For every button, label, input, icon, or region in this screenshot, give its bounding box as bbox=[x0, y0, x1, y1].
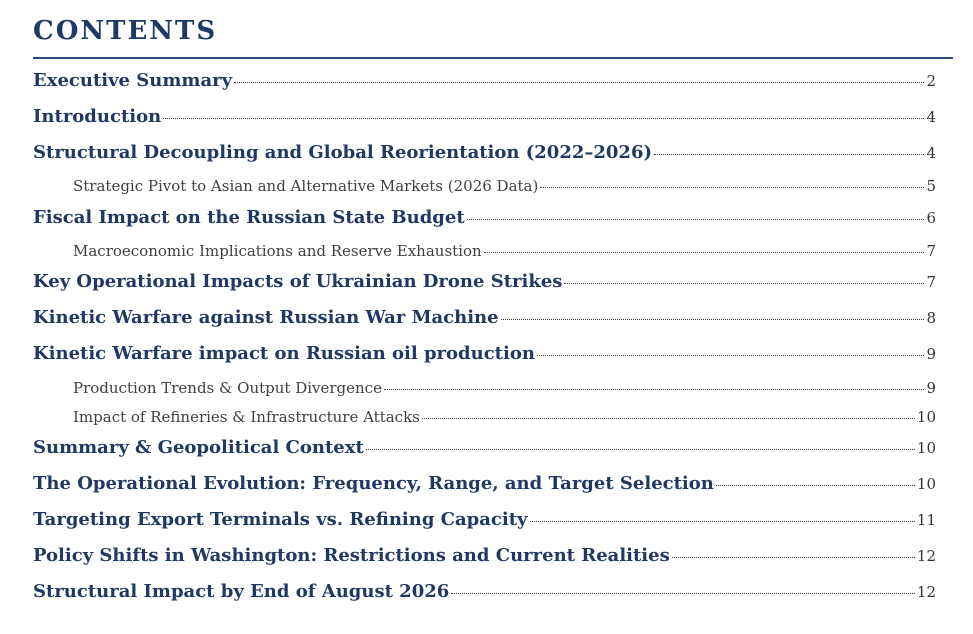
dot-leader bbox=[422, 417, 915, 419]
toc-entry[interactable] bbox=[33, 437, 936, 467]
toc-entry-page: 10 bbox=[916, 439, 936, 457]
toc-entry-page: 12 bbox=[916, 547, 936, 565]
dot-leader bbox=[234, 81, 924, 83]
toc-entry-title[interactable]: Key Operational Impacts of Ukrainian Drone Strikes bbox=[33, 271, 563, 292]
toc-entry[interactable] bbox=[33, 70, 936, 100]
dot-leader bbox=[451, 592, 915, 594]
dot-leader bbox=[530, 520, 915, 522]
toc-entry-title[interactable]: Fiscal Impact on the Russian State Budget bbox=[33, 207, 465, 228]
toc-entry[interactable] bbox=[33, 142, 936, 172]
toc-subentry-title[interactable]: Production Trends & Output Divergence bbox=[73, 379, 382, 397]
toc-entry-page: 11 bbox=[916, 511, 936, 529]
toc-entry-page: 6 bbox=[926, 209, 936, 227]
toc-entry[interactable] bbox=[33, 271, 936, 301]
toc-entry[interactable] bbox=[33, 307, 936, 337]
toc-subentry[interactable] bbox=[33, 242, 936, 272]
toc-entry-title[interactable]: Targeting Export Terminals vs. Refining Capacity bbox=[33, 509, 528, 530]
dot-leader bbox=[384, 388, 924, 390]
toc-entry[interactable] bbox=[33, 106, 936, 136]
dot-leader bbox=[163, 117, 924, 119]
toc-entry[interactable] bbox=[33, 545, 936, 575]
toc-entry[interactable] bbox=[33, 581, 936, 611]
toc-subentry[interactable] bbox=[33, 408, 936, 438]
dot-leader bbox=[537, 354, 924, 356]
toc-entry-page: 9 bbox=[926, 345, 936, 363]
toc-entry-title[interactable]: Structural Impact by End of August 2026 bbox=[33, 581, 450, 602]
dot-leader bbox=[467, 218, 924, 220]
toc-entry[interactable] bbox=[33, 473, 936, 503]
toc-subentry-page: 5 bbox=[926, 177, 936, 195]
toc-subentry-page: 10 bbox=[916, 408, 936, 426]
contents-heading: CONTENTS bbox=[33, 16, 218, 46]
toc-entry-page: 12 bbox=[916, 583, 936, 601]
toc-subentry[interactable] bbox=[33, 379, 936, 409]
toc-entry-title[interactable]: Kinetic Warfare against Russian War Machine bbox=[33, 307, 499, 328]
toc-entry[interactable] bbox=[33, 509, 936, 539]
toc-entry-title[interactable]: Policy Shifts in Washington: Restrictions and Current Realities bbox=[33, 545, 670, 566]
toc-subentry-page: 7 bbox=[926, 242, 936, 260]
toc-entry-title[interactable]: Structural Decoupling and Global Reorientation (2022–2026) bbox=[33, 142, 652, 163]
toc-subentry-title[interactable]: Macroeconomic Implications and Reserve Exhaustion bbox=[73, 242, 482, 260]
toc-entry-page: 4 bbox=[926, 144, 936, 162]
toc-subentry-title[interactable]: Impact of Refineries & Infrastructure Attacks bbox=[73, 408, 420, 426]
toc-entry-title[interactable]: Executive Summary bbox=[33, 70, 233, 91]
toc-entry-page: 7 bbox=[926, 273, 936, 291]
toc-entry-title[interactable]: Kinetic Warfare impact on Russian oil production bbox=[33, 343, 535, 364]
dot-leader bbox=[716, 484, 915, 486]
dot-leader bbox=[540, 186, 924, 188]
toc-subentry-page: 9 bbox=[926, 379, 936, 397]
toc-subentry[interactable] bbox=[33, 177, 936, 207]
dot-leader bbox=[484, 251, 924, 253]
dot-leader bbox=[564, 282, 924, 284]
dot-leader bbox=[654, 153, 924, 155]
toc-entry-page: 8 bbox=[926, 309, 936, 327]
toc-entry[interactable] bbox=[33, 207, 936, 237]
toc-entry-title[interactable]: Summary & Geopolitical Context bbox=[33, 437, 364, 458]
toc-entry-page: 4 bbox=[926, 108, 936, 126]
dot-leader bbox=[366, 448, 915, 450]
toc-entry-page: 2 bbox=[926, 72, 936, 90]
toc-entry-title[interactable]: Introduction bbox=[33, 106, 162, 127]
heading-divider bbox=[33, 57, 953, 59]
dot-leader bbox=[501, 318, 924, 320]
toc-entry-title[interactable]: The Operational Evolution: Frequency, Range, and Target Selection bbox=[33, 473, 714, 494]
toc-entry-page: 10 bbox=[916, 475, 936, 493]
dot-leader bbox=[672, 556, 915, 558]
toc-subentry-title[interactable]: Strategic Pivot to Asian and Alternative Markets (2026 Data) bbox=[73, 177, 539, 195]
toc-entry[interactable] bbox=[33, 343, 936, 373]
